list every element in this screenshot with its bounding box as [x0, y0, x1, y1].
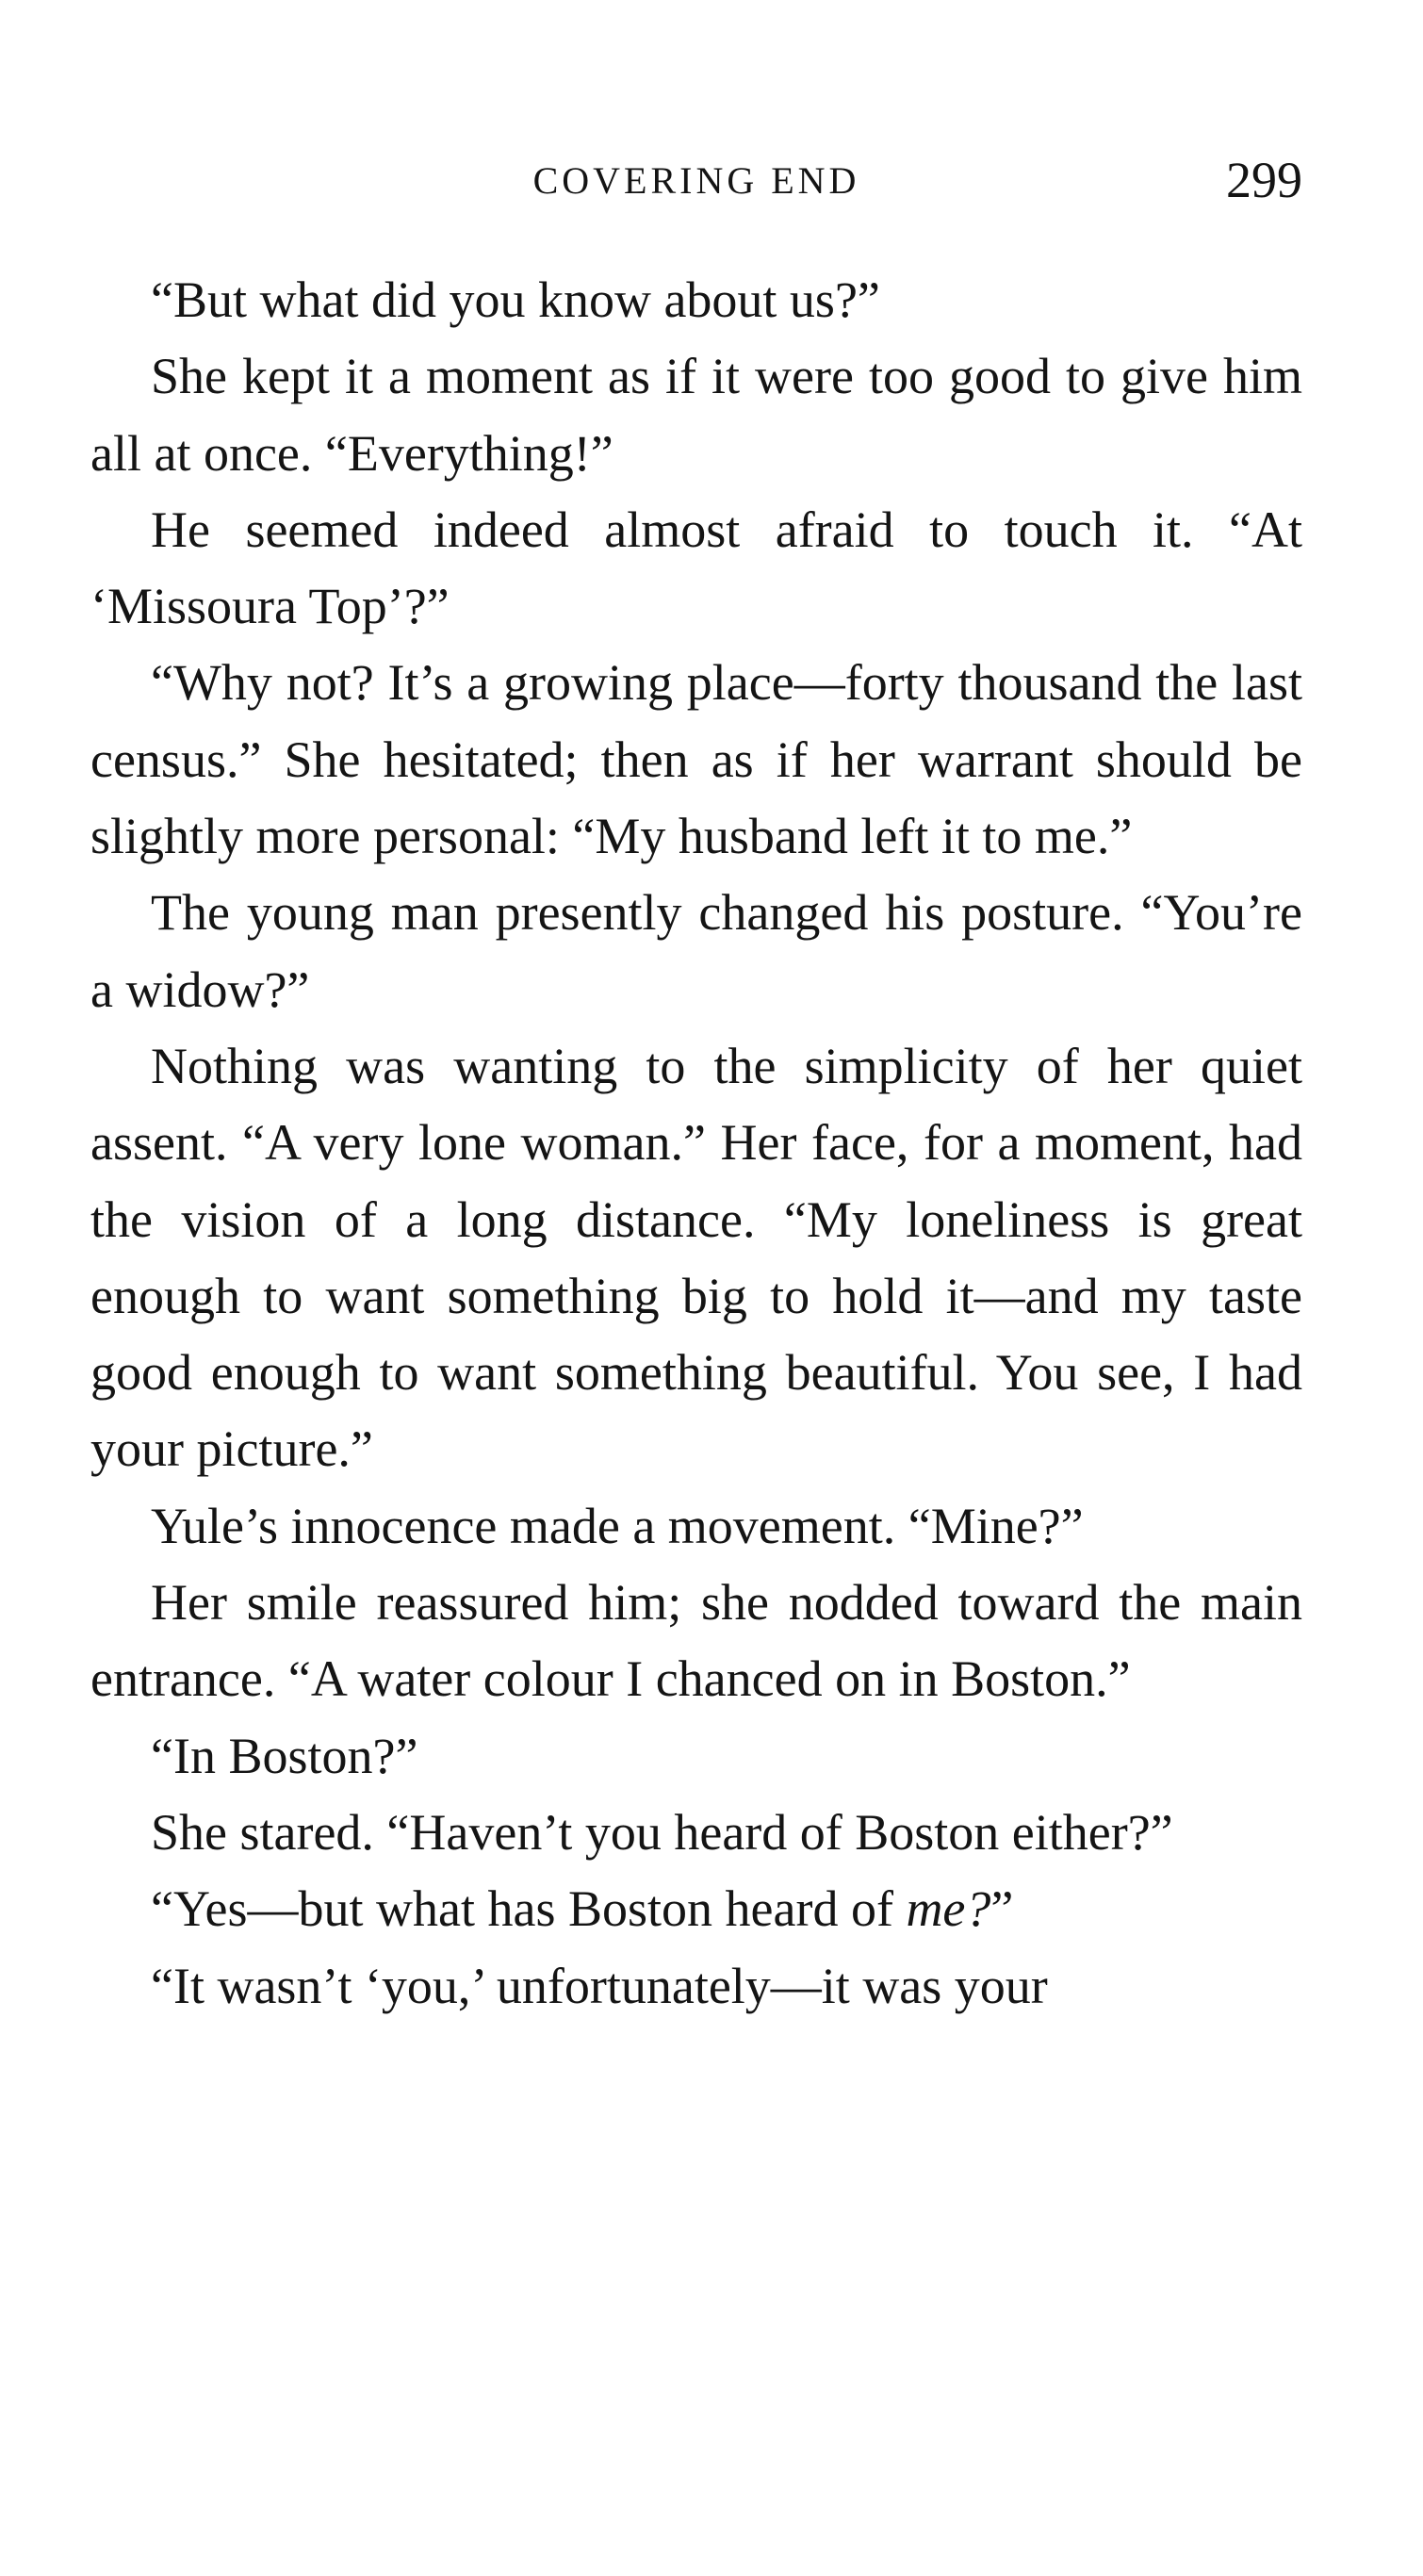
running-title: COVERING END: [532, 159, 860, 202]
paragraph: She stared. “Haven’t you heard of Boston either?”: [151, 1803, 1173, 1861]
paragraph: Yule’s innocence made a movement. “Mine?”: [151, 1497, 1084, 1554]
paragraph: [90, 1871, 1302, 1947]
paragraph: Nothing was wanting to the simplicity of her quiet assent. “A very lone woman.” Her face, for a moment, had the vision of a long distance. “My loneliness is great enough to want something big to hold it—and my taste good enough to want something beautiful. You see, I had your picture.”: [90, 1037, 1302, 1478]
text-body: [90, 262, 1302, 2025]
paragraph-text: ”: [990, 1880, 1014, 1938]
paragraph: She kept it a moment as if it were too good to give him all at once. “Everything!”: [90, 348, 1302, 482]
page-number: 299: [1226, 152, 1302, 208]
emphasized-text: me?: [906, 1880, 991, 1938]
running-head: [90, 151, 1302, 207]
paragraph: Her smile reassured him; she nodded toward the main entrance. “A water colour I chanced on in Boston.”: [90, 1574, 1302, 1708]
paragraph: “But what did you know about us?”: [151, 271, 880, 328]
paragraph: “It wasn’t ‘you,’ unfortunately—it was your: [151, 1957, 1048, 2014]
paragraph: “Why not? It’s a growing place—forty thousand the last census.” She hesitated; then as if her warrant should be slightly more personal: “My husband left it to me.”: [90, 654, 1302, 865]
paragraph-text: “Yes—but what has Boston heard of: [151, 1880, 907, 1938]
paragraph: He seemed indeed almost afraid to touch it. “At ‘Missoura Top’?”: [90, 500, 1302, 635]
paragraph: The young man presently changed his posture. “You’re a widow?”: [90, 884, 1302, 1018]
paragraph: “In Boston?”: [151, 1727, 418, 1784]
